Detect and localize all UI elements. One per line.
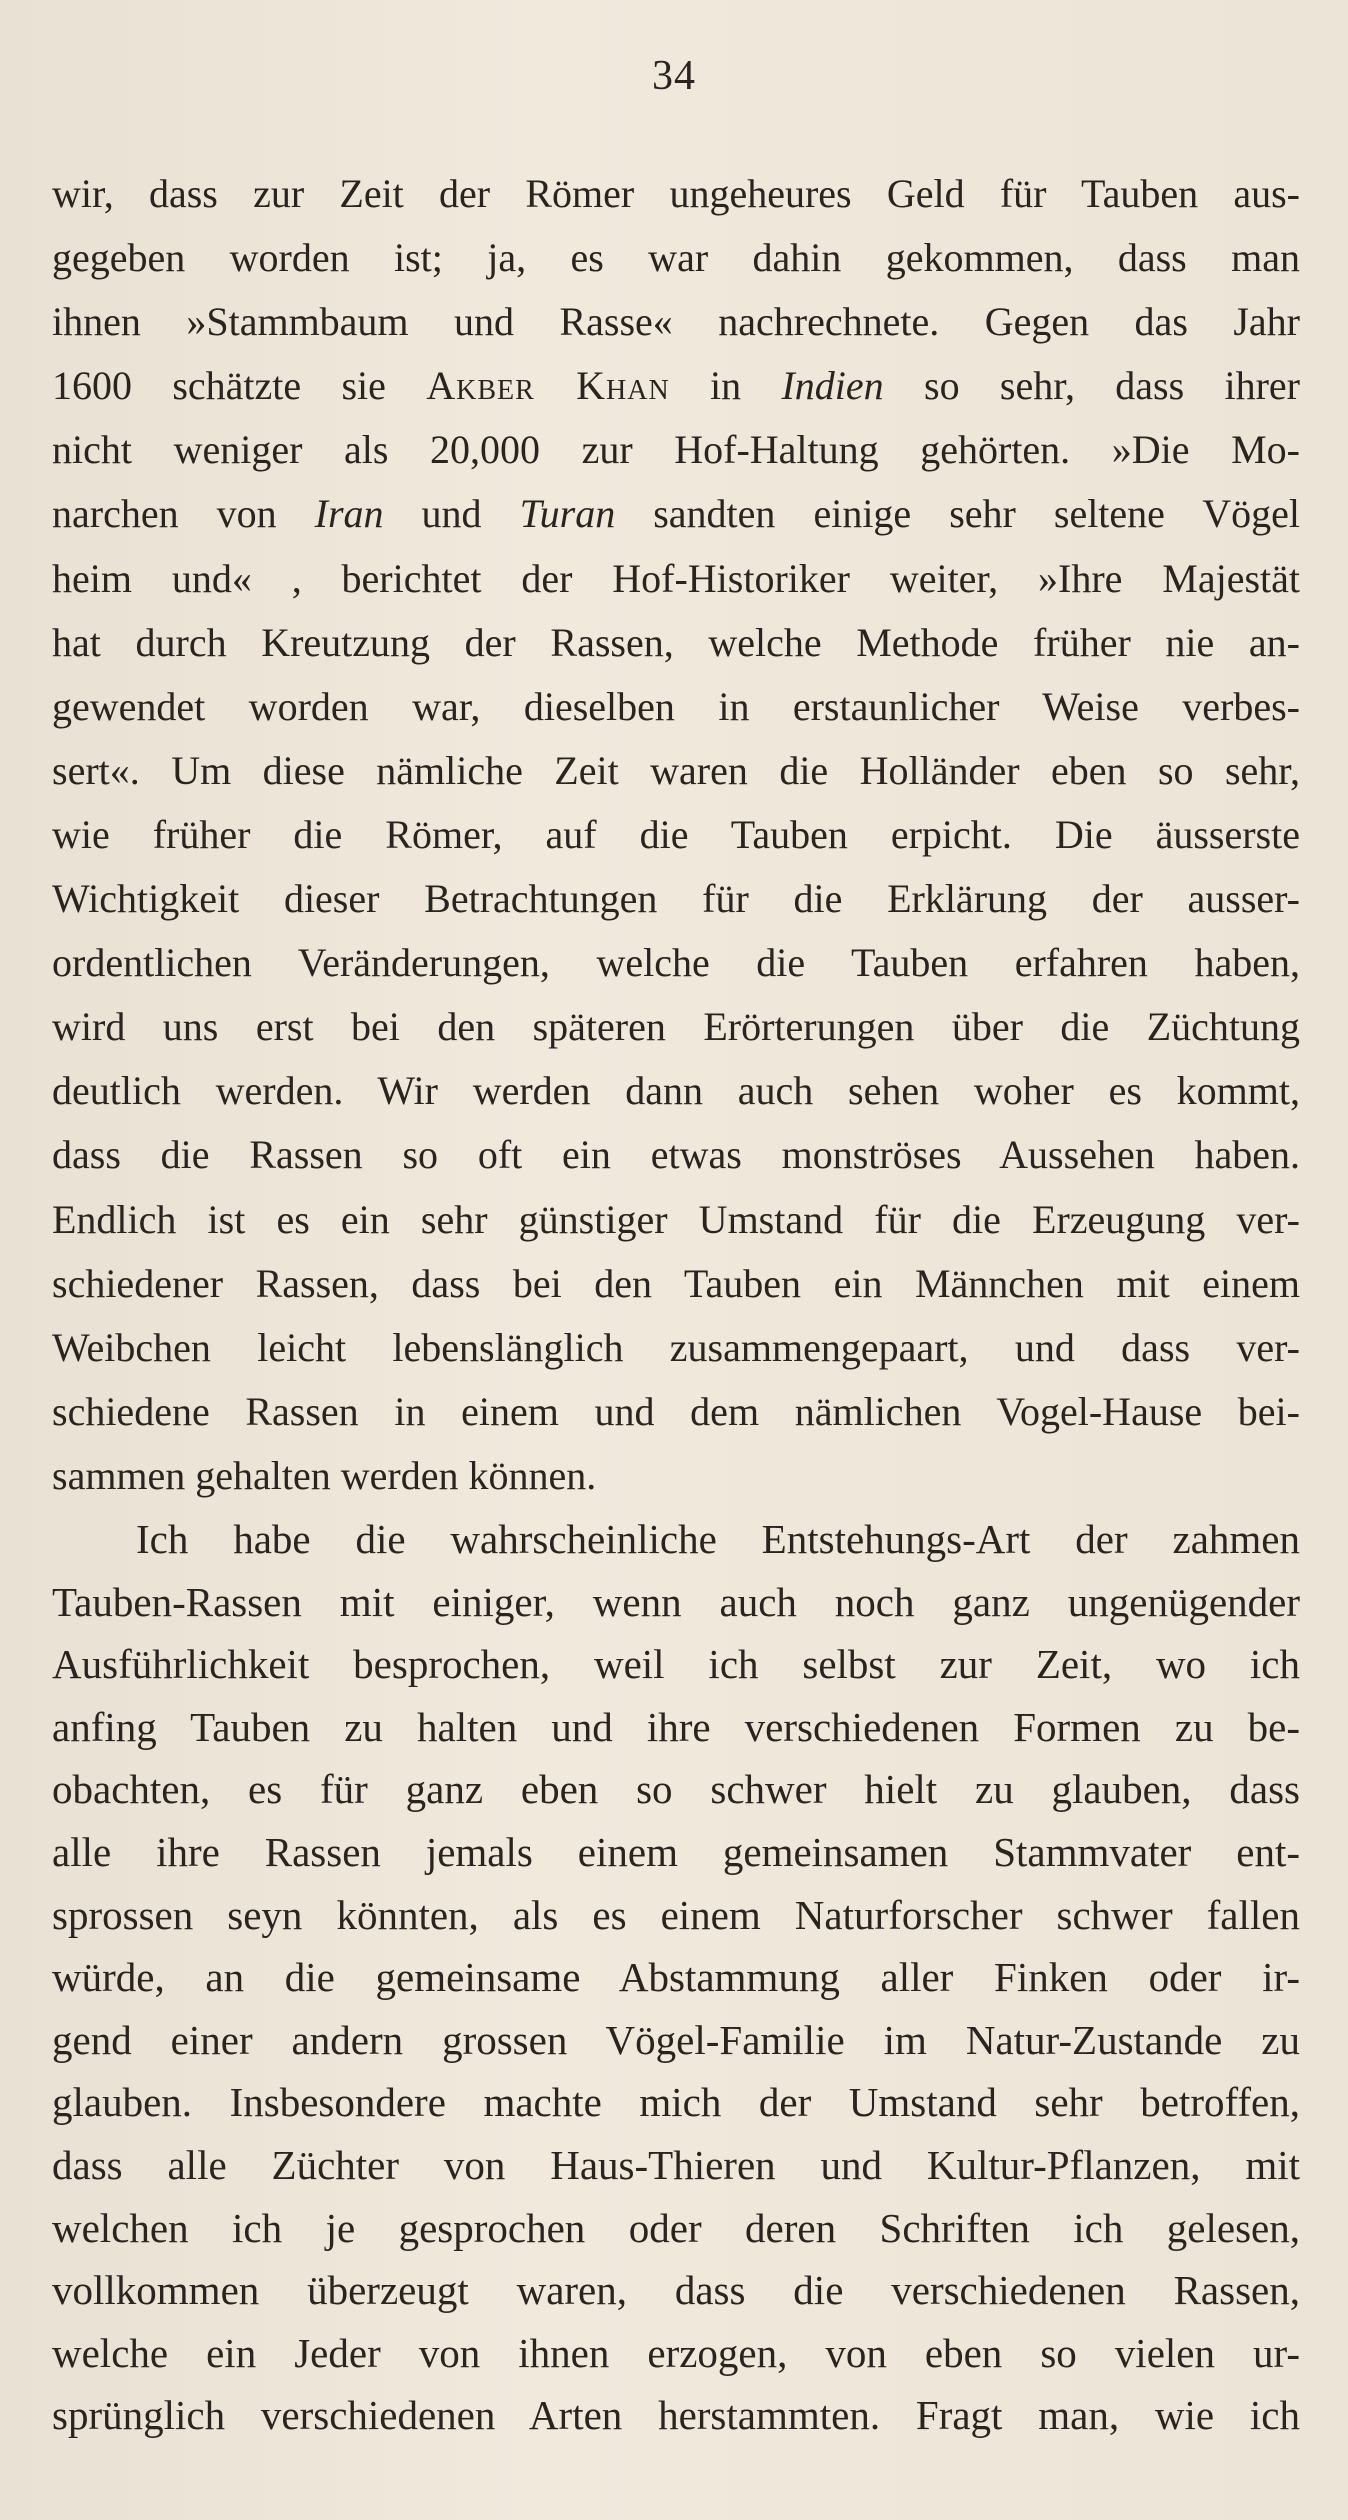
text-run: schiedene Rassen in einem und dem nämlichen Vogel-Hause bei-: [52, 1388, 1300, 1434]
text-run: würde, an die gemeinsame Abstammung aller Finken oder ir-: [52, 1954, 1300, 2001]
text-run: Ich habe die wahrscheinliche Entstehungs-Art der zahmen: [136, 1515, 1300, 1562]
text-run: ordentlichen Veränderungen, welche die Tauben erfahren haben,: [52, 940, 1300, 986]
small-caps-name: Akber Khan: [426, 363, 670, 409]
text-line: [52, 611, 1300, 675]
text-line: [52, 1946, 1300, 2009]
text-line: [52, 1884, 1300, 1947]
text-line: [52, 739, 1300, 803]
text-run: dass die Rassen so oft ein etwas monströses Aussehen haben.: [52, 1132, 1300, 1178]
text-line: [52, 2384, 1300, 2447]
text-line: [52, 354, 1300, 418]
text-line: [52, 1821, 1300, 1884]
text-line: [52, 482, 1300, 546]
text-run: Wichtigkeit dieser Betrachtungen für die Erklärung der ausser-: [52, 876, 1300, 922]
text-run: obachten, es für ganz eben so schwer hielt zu glauben, dass: [52, 1766, 1300, 1813]
text-run: gend einer andern grossen Vögel-Familie im Natur-Zustande zu: [52, 2016, 1300, 2063]
text-run: nicht weniger als 20,000 zur Hof-Haltung gehörten. »Die Mo-: [52, 427, 1300, 473]
text-line: [52, 547, 1300, 611]
italic-term: Iran: [314, 491, 384, 537]
text-run: ihnen »Stammbaum und Rasse« nachrechnete. Gegen das Jahr: [52, 299, 1300, 345]
text-run: narchen von: [52, 491, 315, 537]
text-line: [52, 1252, 1300, 1316]
text-line: [52, 675, 1300, 739]
text-line: [52, 1444, 1300, 1508]
text-line: [52, 995, 1300, 1059]
italic-term: Indien: [781, 363, 884, 409]
paragraph-1: [52, 162, 1300, 1508]
text-line: [52, 1316, 1300, 1380]
text-line: [52, 2259, 1300, 2322]
body-text: [52, 162, 1300, 2447]
text-run: wir, dass zur Zeit der Römer ungeheures Geld für Tauben aus-: [52, 171, 1300, 216]
text-line: [52, 2197, 1300, 2260]
text-run: dass alle Züchter von Haus-Thieren und Kultur-Pflanzen, mit: [52, 2141, 1300, 2188]
text-run: welche ein Jeder von ihnen erzogen, von eben so vielen ur-: [52, 2329, 1300, 2376]
text-run: gegeben worden ist; ja, es war dahin gekommen, dass man: [52, 235, 1300, 281]
text-line: [52, 1633, 1300, 1696]
text-line: [52, 162, 1300, 226]
text-run: in: [669, 363, 782, 409]
text-run: glauben. Insbesondere machte mich der Umstand sehr betroffen,: [52, 2079, 1300, 2126]
text-line: [52, 1696, 1300, 1759]
text-run: gewendet worden war, dieselben in erstaunlicher Weise verbes-: [52, 683, 1300, 729]
page-number: 34: [652, 53, 696, 99]
text-run: sandten einige sehr seltene Vögel: [615, 491, 1300, 537]
paragraph-2: [52, 1508, 1300, 2447]
text-line: [52, 1188, 1300, 1252]
text-run: sert«. Um diese nämliche Zeit waren die Holländer eben so sehr,: [52, 747, 1300, 793]
text-line: [52, 1123, 1300, 1187]
text-run: so sehr, dass ihrer: [883, 363, 1300, 409]
text-run: 1600 schätzte sie: [52, 363, 427, 409]
text-line: [52, 2009, 1300, 2072]
text-run: Ausführlichkeit besprochen, weil ich selbst zur Zeit, wo ich: [52, 1641, 1300, 1688]
text-line: [52, 1758, 1300, 1821]
text-run: alle ihre Rassen jemals einem gemeinsamen Stammvater ent-: [52, 1828, 1300, 1875]
italic-term: Turan: [519, 491, 616, 537]
text-run: wie früher die Römer, auf die Tauben erpicht. Die äusserste: [52, 811, 1300, 857]
text-run: Weibchen leicht lebenslänglich zusammengepaart, und dass ver-: [52, 1324, 1300, 1370]
text-line: [52, 867, 1300, 931]
text-run: sprossen seyn könnten, als es einem Naturforscher schwer fallen: [52, 1891, 1300, 1938]
text-line: [52, 2134, 1300, 2197]
text-line: [52, 803, 1300, 867]
text-run: sammen gehalten werden können.: [52, 1452, 597, 1498]
text-run: Tauben-Rassen mit einiger, wenn auch noch ganz ungenügender: [52, 1578, 1300, 1625]
text-run: schiedener Rassen, dass bei den Tauben ein Männchen mit einem: [52, 1260, 1300, 1306]
text-line: [52, 418, 1300, 482]
text-run: und: [383, 491, 520, 537]
text-line: [52, 1059, 1300, 1123]
text-line: [52, 2322, 1300, 2385]
text-run: welchen ich je gesprochen oder deren Schriften ich gelesen,: [52, 2204, 1300, 2251]
text-run: heim und« , berichtet der Hof-Historiker weiter, »Ihre Majestät: [52, 555, 1300, 601]
text-run: deutlich werden. Wir werden dann auch sehen woher es kommt,: [52, 1068, 1300, 1114]
text-line: [52, 1508, 1300, 1571]
text-line: [52, 1571, 1300, 1634]
text-line: [52, 931, 1300, 995]
text-line: [52, 226, 1300, 290]
text-line: [52, 290, 1300, 354]
text-run: wird uns erst bei den späteren Erörterungen über die Züchtung: [52, 1004, 1300, 1050]
text-run: sprünglich verschiedenen Arten herstammten. Fragt man, wie ich: [52, 2392, 1300, 2439]
text-line: [52, 1380, 1300, 1444]
text-run: Endlich ist es ein sehr günstiger Umstand für die Erzeugung ver-: [52, 1196, 1300, 1242]
text-line: [52, 2071, 1300, 2134]
text-run: hat durch Kreutzung der Rassen, welche Methode früher nie an-: [52, 619, 1300, 665]
text-run: vollkommen überzeugt waren, dass die verschiedenen Rassen,: [52, 2267, 1300, 2314]
text-run: anfing Tauben zu halten und ihre verschiedenen Formen zu be-: [52, 1703, 1300, 1750]
